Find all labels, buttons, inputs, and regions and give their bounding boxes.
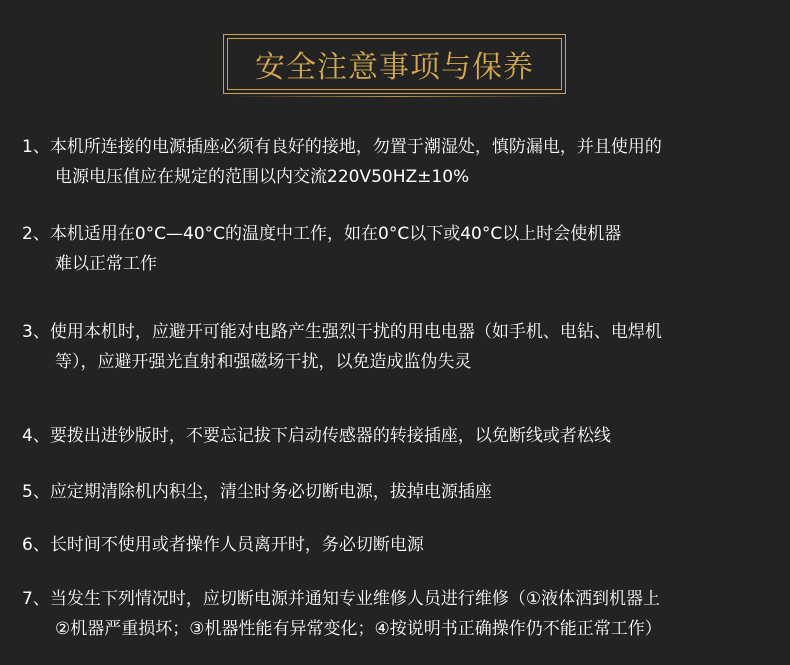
list-item-7 [22,584,782,644]
item-3-line-1: 3、使用本机时，应避开可能对电路产生强烈干扰的用电电器（如手机、电钻、电焊机 [22,322,662,342]
item-6-line-1: 6、长时间不使用或者操作人员离开时，务必切断电源 [22,535,424,555]
list-item-6 [22,530,782,560]
item-2-line-1: 2、本机适用在0°C—40°C的温度中工作，如在0°C以下或40°C以上时会使机器 [22,224,622,244]
list-item-4 [22,421,782,451]
page-title: 安全注意事项与保养 [255,50,534,85]
item-7-line-1: 7、当发生下列情况时，应切断电源并通知专业维修人员进行维修（①液体洒到机器上 [22,589,661,609]
item-4-line-1: 4、要拨出进钞版时，不要忘记拔下启动传感器的转接插座，以免断线或者松线 [22,426,611,446]
item-2-line-2: 难以正常工作 [55,254,157,274]
item-5-line-1: 5、应定期清除机内积尘，清尘时务必切断电源，拔掉电源插座 [22,482,492,502]
title-frame [223,34,566,94]
list-item-5 [22,477,782,507]
list-item-1 [22,132,782,192]
list-item-3 [22,317,782,377]
title-divider [230,96,560,97]
item-1-line-1: 1、本机所连接的电源插座必须有良好的接地，勿置于潮湿处，慎防漏电，并且使用的 [22,137,662,157]
list-item-2 [22,219,782,279]
item-7-line-2: ②机器严重损坏；③机器性能有异常变化；④按说明书正确操作仍不能正常工作） [55,619,662,639]
item-1-line-2: 电源电压值应在规定的范围以内交流220V50HZ±10% [55,167,470,187]
item-3-line-2: 等），应避开强光直射和强磁场干扰，以免造成监伪失灵 [55,352,472,372]
